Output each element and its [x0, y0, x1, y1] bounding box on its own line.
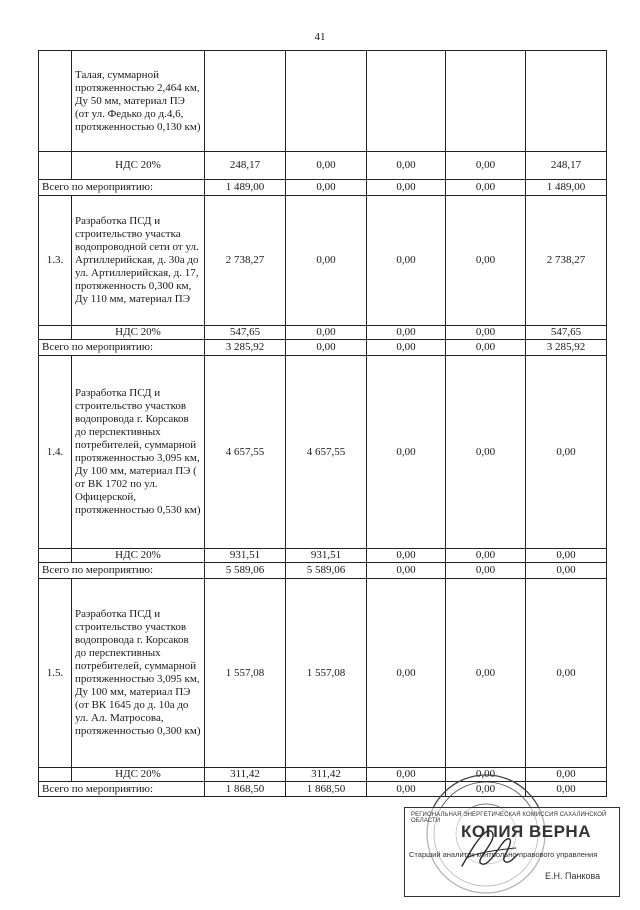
- stamp-organization: РЕГИОНАЛЬНАЯ ЭНЕРГЕТИЧЕСКАЯ КОМИССИЯ САХАЛИНСКОЙ ОБЛАСТИ: [411, 812, 607, 824]
- value-cell: 0,00: [526, 782, 607, 797]
- value-cell: 1 868,50: [286, 782, 367, 797]
- value-cell: 0,00: [367, 579, 446, 768]
- value-cell: 5 589,06: [205, 563, 286, 579]
- value-cell: [446, 51, 526, 152]
- value-cell: 0,00: [526, 563, 607, 579]
- item-description: Разработка ПСД и строительство участков водопровода г. Корсаков до перспективных потребителей, суммарной протяженностью 3,095 км, Ду 100 мм, материал ПЭ ( от ВК 1702 по ул. Офицерской, протяженностью 0,530 км): [72, 356, 205, 549]
- blank-cell: [39, 549, 72, 563]
- total-label: Всего по мероприятию:: [39, 180, 205, 196]
- value-cell: 0,00: [367, 340, 446, 356]
- total-label: Всего по мероприятию:: [39, 563, 205, 579]
- value-cell: 547,65: [205, 326, 286, 340]
- table-row-item: [39, 51, 607, 152]
- value-cell: [286, 51, 367, 152]
- budget-table: [38, 50, 607, 797]
- item-description: Разработка ПСД и строительство участка водопроводной сети от ул. Артиллерийская, д. 30а до ул. Артиллерийская, д. 17, протяженность 0,300 км, Ду 110 мм, материал ПЭ: [72, 196, 205, 326]
- table-row-total: [39, 782, 607, 797]
- value-cell: 0,00: [446, 152, 526, 180]
- value-cell: 0,00: [286, 180, 367, 196]
- value-cell: 0,00: [446, 180, 526, 196]
- value-cell: 931,51: [286, 549, 367, 563]
- value-cell: 1 557,08: [286, 579, 367, 768]
- total-label: Всего по мероприятию:: [39, 782, 205, 797]
- item-number: 1.4.: [39, 356, 72, 549]
- blank-cell: [39, 768, 72, 782]
- value-cell: 248,17: [205, 152, 286, 180]
- value-cell: 0,00: [526, 549, 607, 563]
- value-cell: 0,00: [367, 768, 446, 782]
- value-cell: 0,00: [367, 549, 446, 563]
- value-cell: 1 557,08: [205, 579, 286, 768]
- value-cell: [205, 51, 286, 152]
- certified-copy-stamp: [404, 807, 620, 897]
- value-cell: 0,00: [446, 356, 526, 549]
- vat-label: НДС 20%: [72, 549, 205, 563]
- item-number: 1.5.: [39, 579, 72, 768]
- value-cell: 2 738,27: [205, 196, 286, 326]
- value-cell: 0,00: [446, 768, 526, 782]
- value-cell: 2 738,27: [526, 196, 607, 326]
- stamp-position: Старший аналитик контрольно-правового управления: [409, 850, 598, 859]
- value-cell: 0,00: [286, 196, 367, 326]
- item-description: Талая, суммарной протяженностью 2,464 км, Ду 50 мм, материал ПЭ (от ул. Федько до д.4,6, протяженностью 0,130 км): [72, 51, 205, 152]
- page-number: 41: [314, 31, 326, 43]
- value-cell: 1 868,50: [205, 782, 286, 797]
- table-row-item: [39, 356, 607, 549]
- value-cell: 0,00: [367, 152, 446, 180]
- item-number: [39, 51, 72, 152]
- stamp-signer-name: Е.Н. Панкова: [545, 871, 601, 881]
- value-cell: 0,00: [526, 768, 607, 782]
- table-row-vat: [39, 326, 607, 340]
- value-cell: 0,00: [367, 356, 446, 549]
- value-cell: [526, 51, 607, 152]
- item-description: Разработка ПСД и строительство участков водопровода г. Корсаков до перспективных потребителей, суммарной протяженностью 3,095 км, Ду 100 мм, материал ПЭ (от ВК 1645 до д. 10а до ул. Ал. Матросова, протяженностью 0,300 км): [72, 579, 205, 768]
- value-cell: 248,17: [526, 152, 607, 180]
- value-cell: 0,00: [367, 326, 446, 340]
- value-cell: 0,00: [446, 549, 526, 563]
- value-cell: 0,00: [286, 326, 367, 340]
- table-row-total: [39, 563, 607, 579]
- table-row-vat: [39, 549, 607, 563]
- vat-label: НДС 20%: [72, 326, 205, 340]
- value-cell: 0,00: [526, 356, 607, 549]
- value-cell: 4 657,55: [286, 356, 367, 549]
- value-cell: 5 589,06: [286, 563, 367, 579]
- value-cell: 3 285,92: [205, 340, 286, 356]
- value-cell: 0,00: [446, 782, 526, 797]
- table-row-vat: [39, 152, 607, 180]
- value-cell: 0,00: [446, 579, 526, 768]
- blank-cell: [39, 152, 72, 180]
- value-cell: 1 489,00: [526, 180, 607, 196]
- value-cell: [367, 51, 446, 152]
- value-cell: 3 285,92: [526, 340, 607, 356]
- vat-label: НДС 20%: [72, 152, 205, 180]
- table-row-item: [39, 579, 607, 768]
- table-row-total: [39, 180, 607, 196]
- value-cell: 0,00: [446, 563, 526, 579]
- value-cell: 0,00: [446, 326, 526, 340]
- value-cell: 0,00: [446, 196, 526, 326]
- value-cell: 0,00: [367, 782, 446, 797]
- value-cell: 0,00: [367, 196, 446, 326]
- item-number: 1.3.: [39, 196, 72, 326]
- blank-cell: [39, 326, 72, 340]
- value-cell: 1 489,00: [205, 180, 286, 196]
- value-cell: 931,51: [205, 549, 286, 563]
- value-cell: 4 657,55: [205, 356, 286, 549]
- value-cell: 0,00: [367, 563, 446, 579]
- value-cell: 547,65: [526, 326, 607, 340]
- value-cell: 0,00: [526, 579, 607, 768]
- table-row-total: [39, 340, 607, 356]
- table-row-item: [39, 196, 607, 326]
- table-row-vat: [39, 768, 607, 782]
- total-label: Всего по мероприятию:: [39, 340, 205, 356]
- vat-label: НДС 20%: [72, 768, 205, 782]
- value-cell: 311,42: [286, 768, 367, 782]
- stamp-title: КОПИЯ ВЕРНА: [461, 822, 591, 841]
- value-cell: 311,42: [205, 768, 286, 782]
- value-cell: 0,00: [446, 340, 526, 356]
- value-cell: 0,00: [367, 180, 446, 196]
- value-cell: 0,00: [286, 152, 367, 180]
- value-cell: 0,00: [286, 340, 367, 356]
